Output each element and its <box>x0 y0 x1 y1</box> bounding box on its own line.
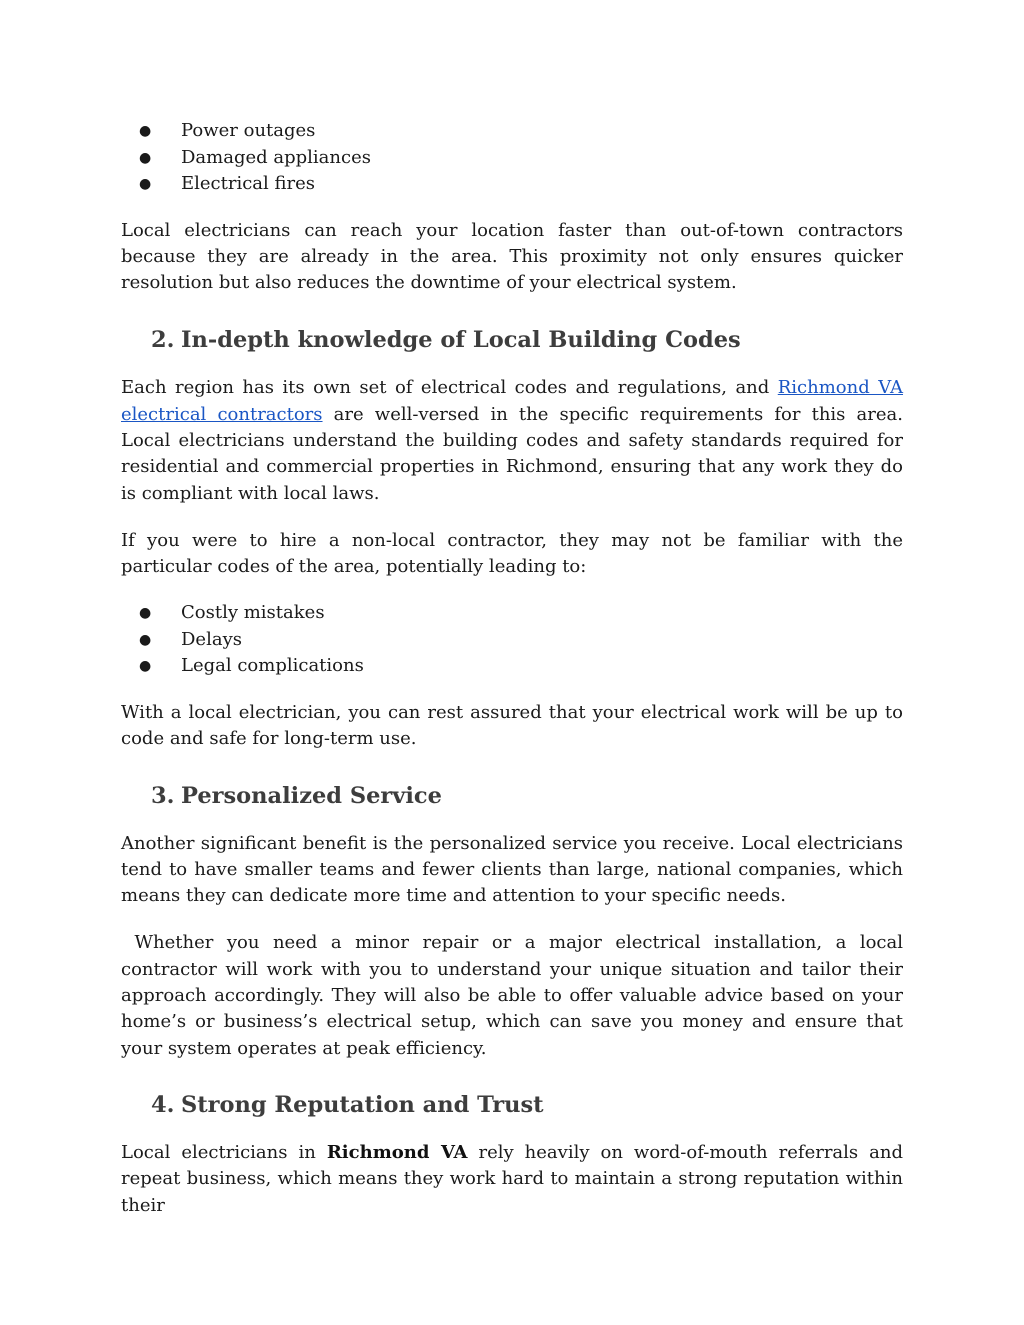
list-item: ● Damaged appliances <box>121 145 903 172</box>
paragraph-reputation: Local electricians in Richmond VA rely heavily on word-of-mouth referrals and repeat business, which means they work hard to maintain a strong reputation within their <box>121 1141 903 1216</box>
list-item: ● Power outages <box>121 118 903 145</box>
bullet-icon: ● <box>139 123 152 139</box>
paragraph-building-codes: Each region has its own set of electrical codes and regulations, and Richmond VA electrical contractors are well-versed in the specific requirements for this area. Local electricians understand the building codes and safety standards required for residential and commercial properties in Richmond, ensuring that any work they do is compliant with local laws. <box>121 377 903 504</box>
bullet-icon: ● <box>139 658 152 675</box>
section-heading-3: 3. Personalized Service <box>151 782 442 809</box>
paragraph-personalized-service: Another significant benefit is the personalized service you receive. Local electricians tend to have smaller teams and fewer clients than large, national companies, which means they can dedicate more time and attention to your specific needs. <box>121 832 903 907</box>
bullet-icon: ● <box>139 176 152 192</box>
list-item: ● Costly mistakes <box>121 600 903 627</box>
paragraph-non-local-contractor: If you were to hire a non-local contractor, they may not be familiar with the particular codes of the area, potentially leading to: <box>121 529 903 578</box>
richmond-va-bold: Richmond VA <box>326 1141 468 1163</box>
list-item: ● Electrical fires <box>121 171 903 198</box>
richmond-electrical-contractors-link[interactable]: Richmond VA electrical contractors <box>121 377 903 425</box>
bullet-icon: ● <box>139 149 152 166</box>
section-heading-4: 4. Strong Reputation and Trust <box>151 1091 544 1118</box>
bullet-icon: ● <box>139 631 152 648</box>
bullet-list-risks <box>121 600 903 680</box>
list-item: ● Legal complications <box>121 653 903 680</box>
section-heading-2: 2. In-depth knowledge of Local Building Codes <box>151 327 741 354</box>
paragraph-tailored-approach: Whether you need a minor repair or a major electrical installation, a local contractor will work with you to understand your unique situation and tailor their approach accordingly. They will also be able to offer valuable advice based on your home’s or business’s electrical setup, which can save you money and ensure that your system operates at peak efficiency. <box>121 932 909 1059</box>
paragraph-up-to-code: With a local electrician, you can rest assured that your electrical work will be up to code and safe for long-term use. <box>121 701 903 750</box>
bullet-icon: ● <box>139 605 152 622</box>
bullet-list-outcomes <box>121 118 903 198</box>
list-item: ● Delays <box>121 627 903 654</box>
paragraph-local-reach: Local electricians can reach your location faster than out-of-town contractors because they are already in the area. This proximity not only ensures quicker resolution but also reduces the downtime of your electrical system. <box>121 219 903 294</box>
document-page <box>121 118 909 1219</box>
